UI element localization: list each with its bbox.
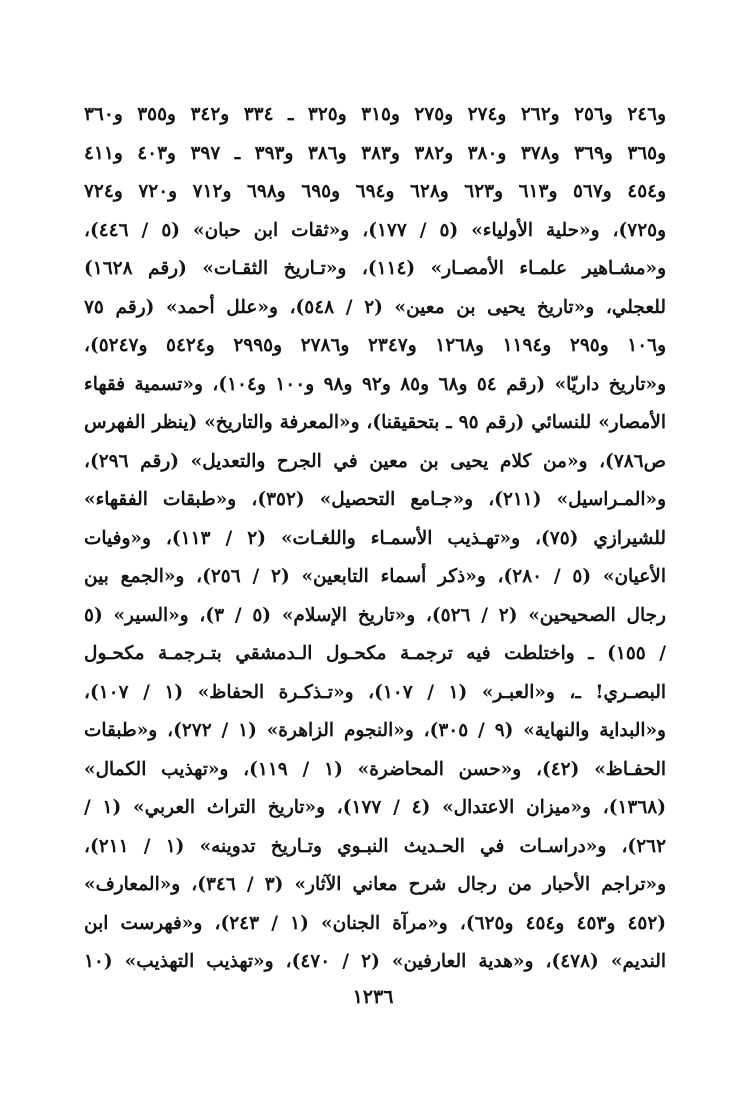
footnote-text-block [84, 96, 666, 982]
text-line: و«المـراسيل» (٢١١)، و«جـامع التحصيل» (٣٥٢)، و«طبقات الفقهاء» [84, 489, 666, 510]
text-line: و«مشـاهير علمـاء الأمصـار» (١١٤)، و«تـاريخ الثقـات» (رقم ١٦٢٨) [84, 258, 666, 279]
text-line: / ١٥٥) ـ واختلطت فيه ترجمـة مكحـول الـدمشقي بتـرجمـة مكحـول [84, 643, 666, 664]
text-line: و٧٢٥)، و«حلية الأولياء» (٥ / ١٧٧)، و«ثقات ابن حبان» (٥ / ٤٤٦)، [84, 219, 666, 241]
text-line: للعجلي، و«تاريخ يحيى بن معين» (٢ / ٥٤٨)، و«علل أحمد» (رقم ٧٥ [84, 296, 666, 318]
text-line: ٢٦٢)، و«دراسـات في الحـديث النبـوي وتـاريخ تدوينه» (١ / ٢١١)، [84, 835, 666, 857]
text-line: (١٣٦٨)، و«ميزان الاعتدال» (٤ / ١٧٧)، و«تاريخ التراث العربي» (١ / [84, 797, 666, 818]
text-line: الأعيان» (٥ / ٢٨٠)، و«ذكر أسماء التابعين» (٢ / ٢٥٦)، و«الجمع بين [84, 566, 666, 587]
text-line: الأمصار» للنسائي (رقم ٩٥ ـ بتحقيقنا)، و«المعرفة والتاريخ» (ينظر الفهرس [84, 412, 666, 433]
text-line: و١٠٦ و٢٩٥ و١١٩٤ و١٢٦٨ و٢٣٤٧ و٢٧٨٦ و٢٩٩٥ و٥٤٢٤ و٥٢٤٧)، [84, 335, 666, 356]
page-number: ١٢٣٦ [352, 986, 394, 1008]
text-line: الحفـاظ» (٤٢)، و«حسن المحاضرة» (١ / ١١٩)، و«تهذيب الكمال» [84, 758, 666, 780]
text-line: و٣٦٥ و٣٦٩ و٣٧٨ و٣٨٠ و٣٨٢ و٣٨٣ و٣٨٦ و٣٩٣ ـ ٣٩٧ و٤٠٣ و٤١١ [84, 142, 666, 164]
text-line: و«تراجم الأحبار من رجال شرح معاني الآثار» (٣ / ٣٤٦)، و«المعارف» [84, 874, 666, 895]
text-line: و«تاريخ داريّا» (رقم ٥٤ و٦٨ و٨٥ و٩٢ و٩٨ و١٠٠ و١٠٤)، و«تسمية فقهاء [84, 373, 666, 395]
text-line: النديم» (٤٧٨)، و«هدية العارفين» (٢ / ٤٧٠)، و«تهذيب التهذيب» (١٠ [84, 951, 666, 972]
text-line: ص٧٨٦)، و«من كلام يحيى بن معين في الجرح والتعديل» (رقم ٢٩٦)، [84, 450, 666, 472]
text-line: للشيرازي (٧٥)، و«تهـذيب الأسمـاء واللغـات» (٢ / ١١٣)، و«وفيات [84, 527, 666, 549]
text-line: و٤٥٤ و٥٦٧ و٦١٣ و٦٢٣ و٦٢٨ و٦٩٤ و٦٩٥ و٦٩٨ و٧١٢ و٧٢٠ و٧٢٤ [84, 181, 666, 202]
text-line: رجال الصحيحين» (٢ / ٥٢٦)، و«تاريخ الإسلام» (٥ / ٣)، و«السير» (٥ [84, 604, 666, 626]
text-line: البصـري! ـ، و«العبـر» (١ / ١٠٧)، و«تـذكـرة الحفاظ» (١ / ١٠٧)، [84, 681, 666, 703]
text-line: و٢٤٦ و٢٥٦ و٢٦٢ و٢٧٤ و٢٧٥ و٣١٥ و٣٢٥ ـ ٣٣٤ و٣٤٢ و٣٥٥ و٣٦٠ [84, 104, 666, 125]
text-line: و«البداية والنهاية» (٩ / ٣٠٥)، و«النجوم الزاهرة» (١ / ٢٧٢)، و«طبقات [84, 720, 666, 741]
text-line: (٤٥٢ و٤٥٣ و٤٥٤ و٦٢٥)، و«مرآة الجنان» (١ / ٢٤٣)، و«فهرست ابن [84, 912, 666, 934]
